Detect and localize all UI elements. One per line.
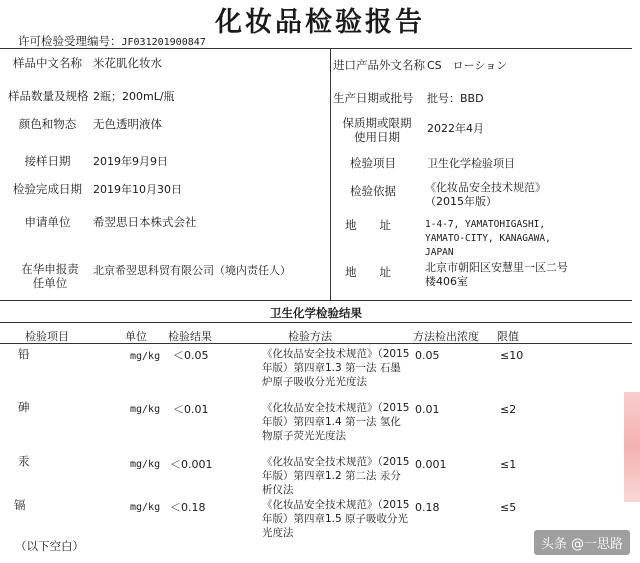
result-limit: ≤1 <box>500 458 517 471</box>
result-item: 汞 <box>18 454 30 468</box>
result-method: 《化妆品安全技术规范》（2015年版）第四章1.5 原子吸收分光光度法 <box>262 499 410 539</box>
table-top-border <box>0 48 632 49</box>
result-value: ＜0.001 <box>170 458 213 471</box>
result-unit: mg/kg <box>130 502 161 513</box>
label-applicant: 申请单位 <box>24 215 71 229</box>
result-item: 铅 <box>18 347 30 361</box>
label-agent-address: 地 址 <box>345 265 391 279</box>
header-detection-limit: 方法检出浓度 <box>413 330 479 343</box>
label-sample-cn-name: 样品中文名称 <box>13 56 82 70</box>
result-limit: ≤5 <box>500 501 517 514</box>
value-receive-date: 2019年9月9日 <box>93 155 168 168</box>
result-lod: 0.001 <box>415 458 447 471</box>
value-foreign-name: CS ローション <box>427 59 508 72</box>
permit-number <box>18 33 206 49</box>
label-finish-date: 检验完成日期 <box>13 182 82 196</box>
header-limit: 限值 <box>497 330 519 343</box>
label-receive-date: 接样日期 <box>24 154 71 168</box>
result-value: ＜0.01 <box>173 403 209 416</box>
results-title: 卫生化学检验结果 <box>270 306 362 320</box>
result-value: ＜0.05 <box>173 349 209 362</box>
report-title: 化妆品检验报告 <box>215 7 425 38</box>
label-china-agent: 在华申报责任单位 <box>21 262 79 290</box>
result-item: 砷 <box>18 400 30 414</box>
result-unit: mg/kg <box>130 351 161 362</box>
watermark: 头条 @一思路 <box>534 530 630 555</box>
info-divider <box>330 48 331 300</box>
label-quantity-spec: 样品数量及规格 <box>8 89 89 103</box>
result-method: 《化妆品安全技术规范》（2015年版）第四章1.2 第二法 汞分析仪法 <box>262 456 410 496</box>
header-unit: 单位 <box>125 330 147 343</box>
label-test-item: 检验项目 <box>350 156 396 170</box>
results-title-border <box>0 322 632 323</box>
label-foreign-name: 进口产品外文名称 <box>333 58 425 72</box>
label-test-basis: 检验依据 <box>350 184 396 198</box>
value-color-state: 无色透明液体 <box>93 117 162 131</box>
header-test-item: 检验项目 <box>25 330 69 343</box>
result-value: ＜0.18 <box>170 501 206 514</box>
result-method: 《化妆品安全技术规范》（2015年版）第四章1.4 第一法 氢化物原子荧光光度法 <box>262 402 410 442</box>
result-lod: 0.05 <box>415 349 440 362</box>
results-top-border <box>0 300 632 301</box>
results-header-border <box>0 343 632 344</box>
result-limit: ≤2 <box>500 403 517 416</box>
result-unit: mg/kg <box>130 459 161 470</box>
result-limit: ≤10 <box>500 349 524 362</box>
value-sample-cn-name: 米花肌化妆水 <box>93 56 162 70</box>
value-applicant: 希翌思日本株式会社 <box>93 215 197 229</box>
value-test-basis: 《化妆品安全技术规范》（2015年版） <box>425 181 546 208</box>
value-agent-address: 北京市朝阳区安慧里一区二号楼406室 <box>425 261 568 288</box>
value-applicant-address: 1-4-7, YAMATOHIGASHI, YAMATO-CITY, KANAGAWA, JAPAN <box>425 219 551 258</box>
value-batch: 批号：BBD <box>427 92 484 105</box>
result-method: 《化妆品安全技术规范》（2015年版）第四章1.3 第一法 石墨炉原子吸收分光光度法 <box>262 348 410 388</box>
permit-label: 许可检验受理编号： <box>18 34 122 48</box>
label-applicant-address: 地 址 <box>345 218 391 232</box>
result-item: 镉 <box>14 498 26 512</box>
permit-value: JF031201900847 <box>121 37 206 48</box>
result-unit: mg/kg <box>130 404 161 415</box>
value-quantity-spec: 2瓶；200mL/瓶 <box>93 90 175 103</box>
value-china-agent: 北京希翌思科贸有限公司（境内责任人） <box>93 264 291 277</box>
label-batch: 生产日期或批号 <box>333 91 414 105</box>
value-test-item: 卫生化学检验项目 <box>427 157 515 170</box>
value-shelf-life: 2022年4月 <box>427 122 484 135</box>
result-lod: 0.01 <box>415 403 440 416</box>
header-method: 检验方法 <box>288 330 332 343</box>
header-result: 检验结果 <box>168 330 212 343</box>
blank-below-note: （以下空白） <box>15 539 84 553</box>
value-finish-date: 2019年10月30日 <box>93 183 182 196</box>
label-shelf-life: 保质期或限期使用日期 <box>342 116 412 144</box>
label-color-state: 颜色和物态 <box>18 117 77 131</box>
result-lod: 0.18 <box>415 501 440 514</box>
red-seal-stamp <box>624 392 640 502</box>
